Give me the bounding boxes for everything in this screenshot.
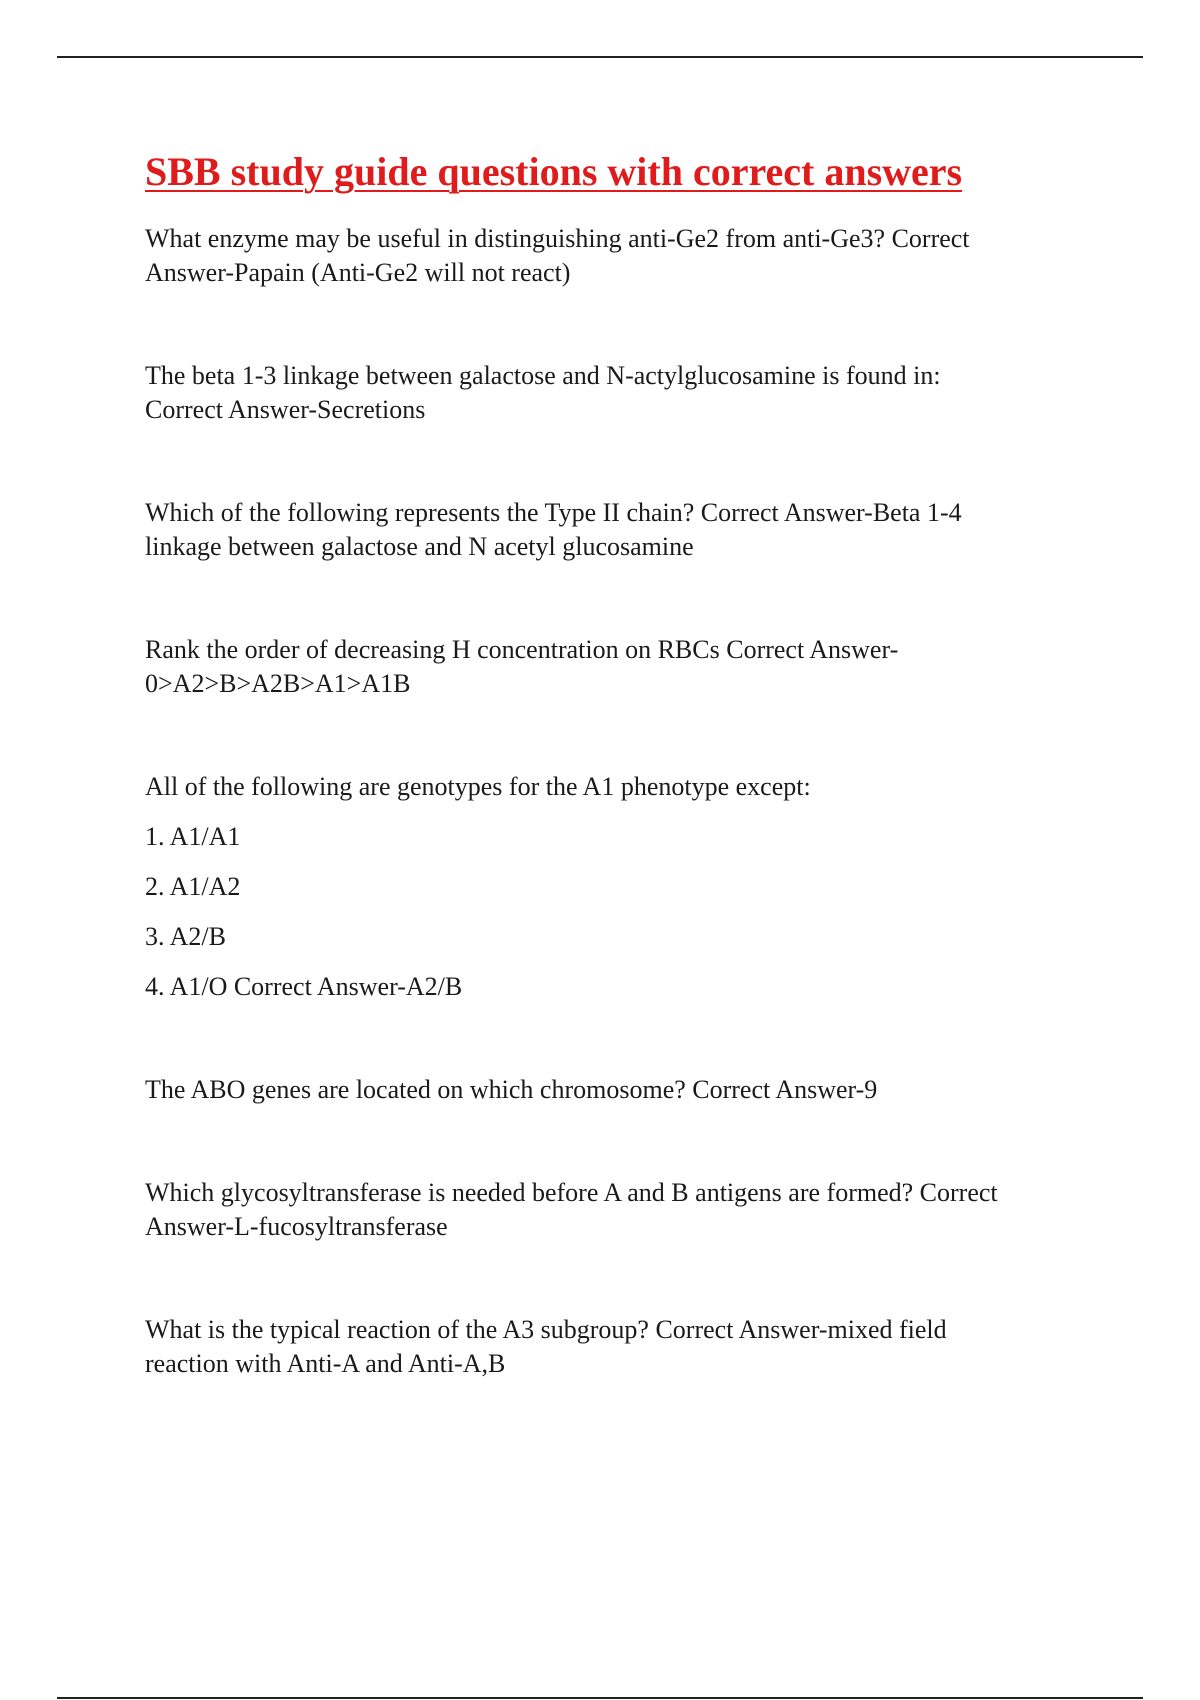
qa-line: What is the typical reaction of the A3 subgroup? Correct Answer-mixed field: [145, 1315, 947, 1344]
qa-line: Which glycosyltransferase is needed before A and B antigens are formed? Correct: [145, 1178, 998, 1207]
bottom-rule: [57, 1697, 1143, 1699]
qa-line: The ABO genes are located on which chromosome? Correct Answer-9: [145, 1075, 878, 1104]
qa-item-6: [145, 1073, 1085, 1107]
qa-item-3: [145, 496, 1085, 564]
qa-line: reaction with Anti-A and Anti-A,B: [145, 1349, 506, 1378]
qa-item-7: [145, 1176, 1085, 1244]
qa-item-1: [145, 222, 1085, 290]
qa-line: Answer-Papain (Anti-Ge2 will not react): [145, 258, 571, 287]
answer-option: 2. A1/A2: [145, 872, 241, 901]
qa-line: 0>A2>B>A2B>A1>A1B: [145, 669, 411, 698]
answer-option: 1. A1/A1: [145, 822, 241, 851]
qa-item-5: [145, 770, 1085, 1004]
document-title: SBB study guide questions with correct answers: [145, 149, 963, 194]
qa-item-4: [145, 633, 1085, 701]
qa-line: linkage between galactose and N acetyl glucosamine: [145, 532, 694, 561]
qa-line: What enzyme may be useful in distinguishing anti-Ge2 from anti-Ge3? Correct: [145, 224, 970, 253]
document-body: [145, 144, 1085, 1381]
qa-line: Which of the following represents the Type II chain? Correct Answer-Beta 1-4: [145, 498, 962, 527]
qa-line: Correct Answer-Secretions: [145, 395, 426, 424]
qa-line: The beta 1-3 linkage between galactose and N-actylglucosamine is found in:: [145, 361, 941, 390]
top-rule: [57, 56, 1143, 58]
qa-item-8: [145, 1313, 1085, 1381]
qa-line: Rank the order of decreasing H concentration on RBCs Correct Answer-: [145, 635, 899, 664]
answer-option: 4. A1/O Correct Answer-A2/B: [145, 972, 463, 1001]
answer-option: 3. A2/B: [145, 922, 226, 951]
qa-item-2: [145, 359, 1085, 427]
qa-question: All of the following are genotypes for the A1 phenotype except:: [145, 772, 811, 801]
qa-line: Answer-L-fucosyltransferase: [145, 1212, 448, 1241]
